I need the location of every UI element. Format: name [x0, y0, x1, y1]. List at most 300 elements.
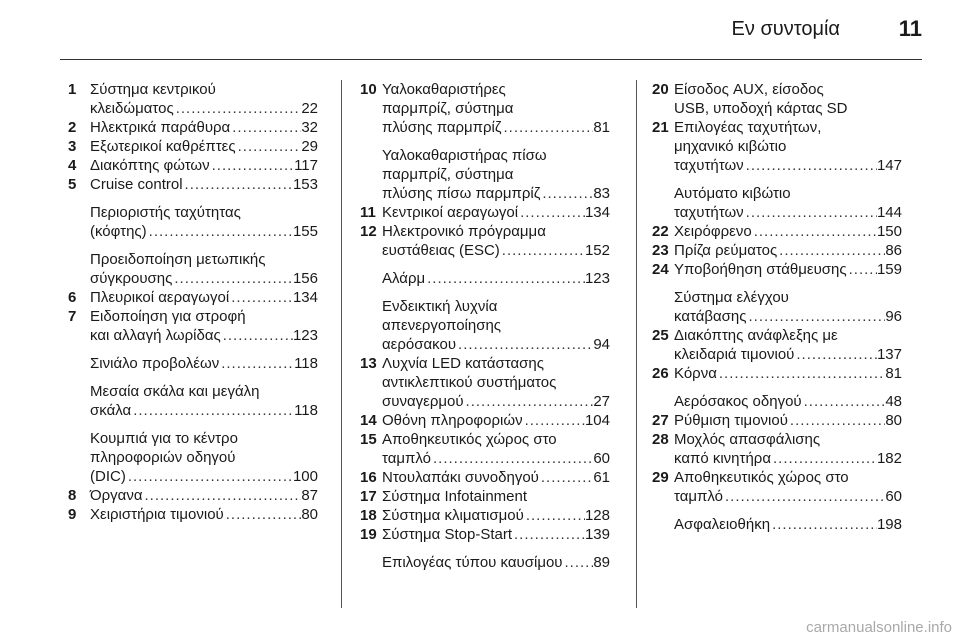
entry-line: Προειδοποίηση μετωπικής	[90, 251, 266, 268]
entry-text	[90, 203, 318, 241]
leader-dots	[777, 241, 885, 260]
leader-dots	[771, 449, 877, 468]
entry-number: 15	[360, 431, 377, 448]
entry-line: Σύστημα κεντρικού	[90, 81, 216, 98]
page-reference: 137	[876, 346, 902, 363]
entry-text	[674, 326, 902, 364]
page-number: 11	[898, 16, 922, 41]
entry-line: Μοχλός απασφάλισης	[674, 431, 821, 448]
leader-dots	[147, 222, 293, 241]
entry-line	[90, 99, 318, 118]
index-entry	[652, 326, 902, 364]
page-reference: 87	[301, 487, 318, 504]
page-reference: 118	[294, 355, 318, 372]
entry-number: 12	[360, 223, 377, 240]
page-reference: 128	[584, 507, 610, 524]
leader-dots	[425, 269, 585, 288]
entry-line	[674, 411, 902, 430]
entry-line	[90, 401, 318, 420]
page-reference: 100	[292, 468, 318, 485]
leader-dots	[183, 175, 293, 194]
entry-line-text: Εξωτερικοί καθρέπτες	[90, 138, 236, 155]
column-divider-1	[341, 80, 342, 608]
entry-line	[674, 345, 902, 364]
index-column-2	[360, 80, 610, 572]
index-entry	[652, 222, 902, 241]
entry-number: 27	[652, 412, 669, 429]
entry-number: 13	[360, 355, 377, 372]
entry-number: 4	[68, 157, 77, 174]
entry-line-text: σύγκρουσης	[90, 270, 173, 287]
entry-number: 28	[652, 431, 669, 448]
leader-dots	[802, 392, 886, 411]
entry-text	[382, 525, 610, 544]
index-entry	[360, 468, 610, 487]
entry-line-text: Υποβοήθηση στάθμευσης	[674, 261, 847, 278]
header-rule	[60, 59, 922, 60]
entry-text	[674, 80, 902, 118]
entry-line-text: Σύστημα Stop-Start	[382, 526, 513, 543]
leader-dots	[174, 99, 302, 118]
leader-dots	[540, 184, 593, 203]
entry-line	[90, 269, 318, 288]
entry-line	[674, 203, 902, 222]
entry-line	[90, 118, 318, 137]
entry-line-text: Ηλεκτρικά παράθυρα	[90, 119, 231, 136]
column-divider-2	[636, 80, 637, 608]
entry-line: αντικλεπτικού συστήματος	[382, 374, 557, 391]
entry-line-text: κατάβασης	[674, 308, 747, 325]
entry-text	[674, 184, 902, 222]
entry-number: 29	[652, 469, 669, 486]
entry-line: Επιλογέας ταχυτήτων,	[674, 119, 822, 136]
page-reference: 198	[876, 516, 902, 533]
entry-line-text: (κόφτης)	[90, 223, 147, 240]
entry-text	[382, 222, 610, 260]
page-reference: 60	[593, 450, 610, 467]
page-reference: 29	[301, 138, 318, 155]
entry-text	[674, 468, 902, 506]
entry-line-text: Πρίζα ρεύματος	[674, 242, 778, 259]
leader-dots	[230, 118, 301, 137]
entry-line	[382, 184, 610, 203]
entry-number: 26	[652, 365, 669, 382]
entry-line-text: κλειδώματος	[90, 100, 174, 117]
entry-line-text: Ρύθμιση τιμονιού	[674, 412, 788, 429]
entry-line	[382, 203, 610, 222]
entry-line	[382, 506, 610, 525]
index-entry	[360, 80, 610, 137]
entry-line	[90, 486, 318, 505]
entry-line	[674, 364, 902, 383]
entry-line	[90, 288, 318, 307]
leader-dots	[770, 515, 877, 534]
entry-line-text: και αλλαγή λωρίδας	[90, 327, 221, 344]
entry-line	[90, 326, 318, 345]
entry-number: 9	[68, 506, 77, 523]
page-reference: 153	[292, 176, 318, 193]
page-reference: 117	[294, 157, 318, 174]
entry-text	[382, 269, 610, 288]
entry-text	[382, 411, 610, 430]
index-entry	[360, 354, 610, 411]
leader-dots	[747, 307, 886, 326]
entry-text	[382, 146, 610, 203]
page-reference: 80	[301, 506, 318, 523]
entry-line-text: Οθόνη πληροφοριών	[382, 412, 523, 429]
entry-line: Αποθηκευτικός χώρος στο	[382, 431, 557, 448]
page-reference: 182	[876, 450, 902, 467]
index-entry	[360, 506, 610, 525]
entry-text	[382, 468, 610, 487]
page-reference: 144	[876, 204, 902, 221]
entry-number: 6	[68, 289, 77, 306]
entry-line-text: Σινιάλο προβολέων	[90, 355, 220, 372]
index-entry	[68, 118, 318, 137]
index-entry	[652, 468, 902, 506]
page-reference: 89	[593, 554, 610, 571]
page-reference: 123	[584, 270, 610, 287]
page-reference: 156	[292, 270, 318, 287]
index-entry	[68, 354, 318, 373]
entry-line: USB, υποδοχή κάρτας SD	[674, 100, 848, 117]
page-reference: 139	[584, 526, 610, 543]
entry-text	[90, 486, 318, 505]
entry-line	[674, 449, 902, 468]
entry-line	[382, 392, 610, 411]
entry-line-text: Επιλογέας τύπου καυσίμου	[382, 554, 563, 571]
index-entry	[360, 487, 610, 506]
leader-dots	[563, 553, 594, 572]
entry-line: Αυτόματο κιβώτιο	[674, 185, 791, 202]
page-reference: 159	[876, 261, 902, 278]
entry-text	[382, 297, 610, 354]
entry-line	[674, 222, 902, 241]
entry-line-text: σκάλα	[90, 402, 132, 419]
page-reference: 155	[292, 223, 318, 240]
entry-line	[382, 241, 610, 260]
entry-text	[382, 354, 610, 411]
index-entry	[68, 429, 318, 486]
leader-dots	[788, 411, 885, 430]
entry-line: Κουμπιά για το κέντρο	[90, 430, 238, 447]
entry-line: Διακόπτης ανάφλεξης με	[674, 327, 838, 344]
index-entry	[68, 80, 318, 118]
entry-line-text: ταμπλό	[382, 450, 431, 467]
entry-text	[382, 430, 610, 468]
index-entry	[652, 288, 902, 326]
index-entry	[652, 364, 902, 383]
index-entry	[360, 411, 610, 430]
index-entry	[652, 392, 902, 411]
index-column-1	[68, 80, 318, 524]
entry-line-text: καπό κινητήρα	[674, 450, 771, 467]
entry-line: παρμπρίζ, σύστημα	[382, 166, 514, 183]
entry-line	[382, 335, 610, 354]
page-title: Εν συντομία	[731, 18, 840, 40]
leader-dots	[524, 506, 585, 525]
entry-line	[674, 156, 902, 175]
entry-line: Ηλεκτρονικό πρόγραμμα	[382, 223, 546, 240]
leader-dots	[224, 505, 302, 524]
entry-number: 7	[68, 308, 77, 325]
entry-line-text: ευστάθειας (ESC)	[382, 242, 500, 259]
entry-line-text: Ασφαλειοθήκη	[674, 516, 771, 533]
leader-dots	[172, 269, 293, 288]
entry-line	[90, 354, 318, 373]
page-reference: 81	[593, 119, 610, 136]
entry-text	[382, 506, 610, 525]
entry-text	[674, 364, 902, 383]
entry-text	[674, 392, 902, 411]
leader-dots	[539, 468, 593, 487]
page-reference: 134	[292, 289, 318, 306]
leader-dots	[752, 222, 877, 241]
entry-number: 10	[360, 81, 377, 98]
leader-dots	[518, 203, 585, 222]
index-entry	[360, 203, 610, 222]
entry-text	[90, 288, 318, 307]
entry-line: Υαλοκαθαριστήρας πίσω	[382, 147, 547, 164]
entry-line-text: (DIC)	[90, 468, 126, 485]
leader-dots	[744, 203, 877, 222]
entry-text	[674, 222, 902, 241]
entry-line-text: Κόρνα	[674, 365, 717, 382]
leader-dots	[456, 335, 593, 354]
leader-dots	[847, 260, 877, 279]
index-entry	[68, 307, 318, 345]
entry-text	[90, 250, 318, 288]
entry-line: Σύστημα ελέγχου	[674, 289, 789, 306]
entry-line: Ενδεικτική λυχνία	[382, 298, 498, 315]
page-reference: 104	[584, 412, 610, 429]
entry-line: Λυχνία LED κατάστασης	[382, 355, 544, 372]
entry-text	[674, 515, 902, 534]
entry-number: 25	[652, 327, 669, 344]
entry-line-text: Διακόπτης φώτων	[90, 157, 210, 174]
entry-line-text: συναγερμού	[382, 393, 464, 410]
index-entry	[360, 553, 610, 572]
leader-dots	[794, 345, 877, 364]
entry-line-text: αερόσακου	[382, 336, 457, 353]
entry-number: 22	[652, 223, 669, 240]
index-entry	[360, 222, 610, 260]
entry-text	[674, 288, 902, 326]
entry-line	[382, 553, 610, 572]
entry-number: 2	[68, 119, 77, 136]
entry-number: 16	[360, 469, 377, 486]
leader-dots	[523, 411, 585, 430]
index-entry	[360, 525, 610, 544]
page-reference: 134	[584, 204, 610, 221]
index-entry	[68, 250, 318, 288]
entry-number: 19	[360, 526, 377, 543]
entry-line	[674, 260, 902, 279]
entry-line-text: Όργανα	[90, 487, 143, 504]
entry-line	[90, 137, 318, 156]
entry-line	[382, 525, 610, 544]
entry-number: 23	[652, 242, 669, 259]
entry-line-text: Cruise control	[90, 176, 183, 193]
entry-line: Υαλοκαθαριστήρες	[382, 81, 506, 98]
leader-dots	[210, 156, 294, 175]
entry-line-text: Χειρόφρενο	[674, 223, 752, 240]
page-reference: 83	[593, 185, 610, 202]
entry-text	[90, 382, 318, 420]
entry-line	[90, 222, 318, 241]
entry-line: Είσοδος AUX, είσοδος	[674, 81, 824, 98]
entry-number: 3	[68, 138, 77, 155]
leader-dots	[744, 156, 877, 175]
entry-line: Αποθηκευτικός χώρος στο	[674, 469, 849, 486]
leader-dots	[236, 137, 302, 156]
entry-text	[382, 80, 610, 137]
entry-line	[674, 241, 902, 260]
entry-line	[382, 269, 610, 288]
entry-line	[90, 505, 318, 524]
entry-line-text: ταχυτήτων	[674, 157, 744, 174]
entry-text	[90, 175, 318, 194]
entry-line: παρμπρίζ, σύστημα	[382, 100, 514, 117]
leader-dots	[717, 364, 885, 383]
index-entry	[68, 175, 318, 194]
entry-text	[674, 411, 902, 430]
entry-text	[90, 118, 318, 137]
page-reference: 48	[885, 393, 902, 410]
entry-text	[382, 203, 610, 222]
index-entry	[360, 430, 610, 468]
entry-text	[674, 241, 902, 260]
leader-dots	[502, 118, 594, 137]
entry-line-text: Σύστημα κλιματισμού	[382, 507, 524, 524]
entry-line	[382, 411, 610, 430]
entry-text	[674, 118, 902, 175]
entry-line	[382, 468, 610, 487]
index-entry	[652, 118, 902, 175]
index-entry	[68, 203, 318, 241]
entry-line	[674, 515, 902, 534]
entry-line-text: ταμπλό	[674, 488, 723, 505]
index-entry	[68, 505, 318, 524]
leader-dots	[126, 467, 293, 486]
page-reference: 147	[876, 157, 902, 174]
entry-number: 17	[360, 488, 377, 505]
entry-line	[674, 487, 902, 506]
entry-line: απενεργοποίησης	[382, 317, 502, 334]
entry-line: Μεσαία σκάλα και μεγάλη	[90, 383, 260, 400]
entry-line	[90, 467, 318, 486]
index-entry	[652, 260, 902, 279]
watermark: carmanualsonline.info	[806, 619, 952, 636]
index-entry	[360, 269, 610, 288]
entry-number: 24	[652, 261, 669, 278]
page-reference: 60	[885, 488, 902, 505]
page-reference: 61	[593, 469, 610, 486]
leader-dots	[431, 449, 593, 468]
entry-text	[90, 307, 318, 345]
index-entry	[68, 382, 318, 420]
leader-dots	[143, 486, 302, 505]
index-entry	[360, 146, 610, 203]
leader-dots	[229, 288, 293, 307]
leader-dots	[219, 354, 294, 373]
leader-dots	[723, 487, 885, 506]
entry-text	[382, 487, 610, 506]
entry-line: Περιοριστής ταχύτητας	[90, 204, 241, 221]
page-reference: 86	[885, 242, 902, 259]
leader-dots	[131, 401, 294, 420]
entry-line-text: ταχυτήτων	[674, 204, 744, 221]
entry-line	[382, 118, 610, 137]
entry-number: 5	[68, 176, 77, 193]
entry-number: 11	[360, 204, 376, 221]
leader-dots	[221, 326, 293, 345]
leader-dots	[464, 392, 594, 411]
entry-text	[90, 156, 318, 175]
index-entry	[68, 156, 318, 175]
entry-line-text: Αερόσακος οδηγού	[674, 393, 802, 410]
index-entry	[68, 486, 318, 505]
entry-line	[90, 175, 318, 194]
entry-line-text: Πλευρικοί αεραγωγοί	[90, 289, 230, 306]
entry-number: 21	[652, 119, 669, 136]
entry-text	[674, 430, 902, 468]
entry-text	[90, 80, 318, 118]
entry-line-text: Χειριστήρια τιμονιού	[90, 506, 224, 523]
index-column-3	[652, 80, 902, 534]
entry-line: μηχανικό κιβώτιο	[674, 138, 787, 155]
page-reference: 118	[294, 402, 318, 419]
entry-text	[674, 260, 902, 279]
entry-text	[90, 137, 318, 156]
index-entry	[652, 184, 902, 222]
entry-text	[90, 354, 318, 373]
index-entry	[68, 288, 318, 307]
index-entry	[360, 297, 610, 354]
leader-dots	[500, 241, 585, 260]
entry-line: Ειδοποίηση για στροφή	[90, 308, 246, 325]
page-reference: 94	[593, 336, 610, 353]
index-entry	[652, 430, 902, 468]
page-reference: 150	[876, 223, 902, 240]
page-reference: 27	[593, 393, 610, 410]
entry-line	[674, 307, 902, 326]
entry-text	[90, 429, 318, 486]
leader-dots	[512, 525, 585, 544]
entry-number: 14	[360, 412, 377, 429]
index-entry	[652, 241, 902, 260]
entry-line-text: πλύσης πίσω παρμπρίζ	[382, 185, 541, 202]
page-reference: 32	[301, 119, 318, 136]
entry-line	[674, 392, 902, 411]
entry-line: Σύστημα Infotainment	[382, 488, 528, 505]
entry-line-text: κλειδαριά τιμονιού	[674, 346, 795, 363]
entry-number: 18	[360, 507, 377, 524]
entry-line-text: Ντουλαπάκι συνοδηγού	[382, 469, 539, 486]
entry-text	[382, 553, 610, 572]
index-entry	[652, 80, 902, 118]
entry-number: 1	[68, 81, 77, 98]
entry-line: πληροφοριών οδηγού	[90, 449, 236, 466]
index-entry	[652, 411, 902, 430]
page-reference: 81	[885, 365, 902, 382]
page-header	[0, 0, 960, 60]
entry-line	[90, 156, 318, 175]
index-entry	[68, 137, 318, 156]
entry-number: 20	[652, 81, 669, 98]
page-reference: 152	[584, 242, 610, 259]
page-reference: 123	[292, 327, 318, 344]
